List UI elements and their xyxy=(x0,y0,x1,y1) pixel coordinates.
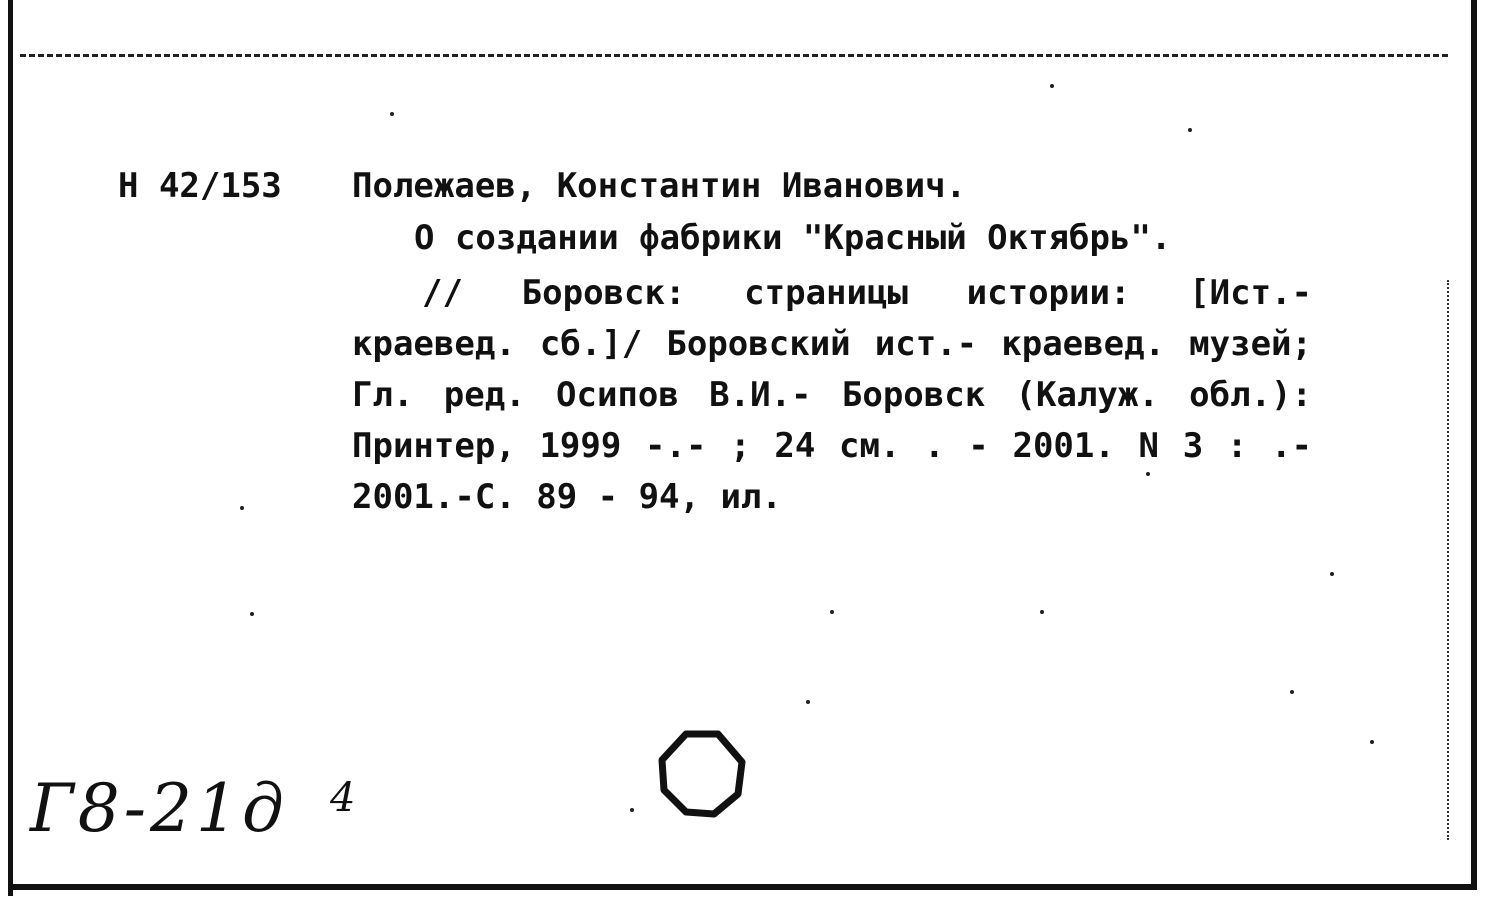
handwritten-call-number: Г8-21д xyxy=(30,770,288,847)
scan-speck xyxy=(1188,128,1192,132)
scan-speck xyxy=(390,112,394,116)
article-title: О создании фабрики "Красный Октябрь". xyxy=(414,218,1172,258)
punch-hole-icon xyxy=(656,728,748,820)
scan-speck xyxy=(806,700,810,704)
scan-speck xyxy=(240,506,244,510)
scan-speck xyxy=(630,808,634,812)
scan-speck xyxy=(1290,690,1294,694)
card-border-right xyxy=(1471,0,1477,890)
shelfmark: Н 42/153 xyxy=(118,166,282,206)
top-dashed-rule xyxy=(20,54,1448,57)
card-border-bottom xyxy=(8,884,1477,890)
scan-speck xyxy=(1330,572,1334,576)
scan-speck xyxy=(1050,84,1054,88)
scan-speck xyxy=(250,612,254,616)
card-border-left xyxy=(8,0,13,896)
author-heading: Полежаев, Константин Иванович. xyxy=(352,166,967,206)
handwritten-superscript: 4 xyxy=(330,775,356,821)
scan-speck xyxy=(1146,472,1150,476)
scan-speck xyxy=(830,610,834,614)
bibliographic-description: // Боровск: страницы истории: [Ист.-краевед. сб.]/ Боровский ист.- краевед. музей; Гл. ред. Осипов В.И.- Боровск (Калуж. обл.): Принтер, 1999 -.- ; 24 см. . - 2001. N 3 : .- 2001.-С. 89 - 94, ил. xyxy=(352,273,1312,517)
scan-speck xyxy=(1370,740,1374,744)
right-dotted-line xyxy=(1447,280,1449,840)
scan-speck xyxy=(1040,610,1044,614)
